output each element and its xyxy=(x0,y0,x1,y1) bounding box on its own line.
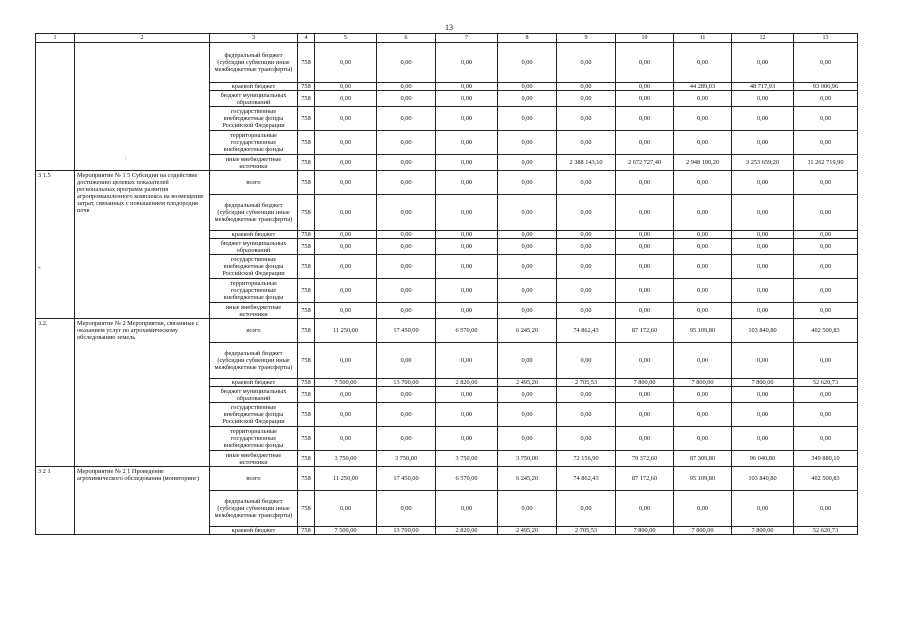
column-header-12: 12 xyxy=(732,34,794,43)
amount-cell: 0,00 xyxy=(436,255,498,279)
funding-source: федеральный бюджет (субсидии субвенции иные межбюджетные трансферты) xyxy=(210,343,298,379)
amount-cell: 0,00 xyxy=(732,91,794,107)
grbs-code-cell: 758 xyxy=(298,255,315,279)
amount-cell: 0,00 xyxy=(732,231,794,239)
amount-cell: 7 800,00 xyxy=(674,379,732,387)
amount-cell: 103 840,80 xyxy=(732,319,794,343)
amount-cell: 0,00 xyxy=(315,303,377,319)
amount-cell: 0,00 xyxy=(498,387,557,403)
column-header-2: 2 xyxy=(75,34,210,43)
amount-cell: 7 800,00 xyxy=(616,527,674,535)
amount-cell: 0,00 xyxy=(732,403,794,427)
amount-cell: 0,00 xyxy=(377,83,436,91)
section-code: 3.2. xyxy=(36,319,75,467)
grbs-code-cell: 758 xyxy=(298,491,315,527)
amount-cell: 0,00 xyxy=(315,131,377,155)
amount-cell: 0,00 xyxy=(377,239,436,255)
amount-cell: 0,00 xyxy=(315,387,377,403)
amount-cell: 3 750,00 xyxy=(498,451,557,467)
amount-cell: 0,00 xyxy=(616,83,674,91)
amount-cell: 0,00 xyxy=(498,155,557,171)
amount-cell: 0,00 xyxy=(794,279,858,303)
amount-cell: 0,00 xyxy=(498,403,557,427)
amount-cell: 2 705,53 xyxy=(557,527,616,535)
amount-cell: 103 840,80 xyxy=(732,467,794,491)
amount-cell: 79 372,60 xyxy=(616,451,674,467)
grbs-code-cell: 758 xyxy=(298,231,315,239)
amount-cell: 0,00 xyxy=(674,279,732,303)
amount-cell: 0,00 xyxy=(436,107,498,131)
amount-cell: 0,00 xyxy=(674,427,732,451)
amount-cell: 11 250,00 xyxy=(315,319,377,343)
amount-cell: 0,00 xyxy=(557,427,616,451)
grbs-code-cell: 758 xyxy=(298,387,315,403)
grbs-code-cell: 758 xyxy=(298,43,315,83)
amount-cell: 0,00 xyxy=(315,343,377,379)
amount-cell: 0,00 xyxy=(557,91,616,107)
amount-cell: 7 500,00 xyxy=(315,527,377,535)
amount-cell: 0,00 xyxy=(315,171,377,195)
funding-source: государственные внебюджетные фонды Российской Федерации xyxy=(210,403,298,427)
amount-cell: 0,00 xyxy=(377,131,436,155)
amount-cell: 0,00 xyxy=(674,403,732,427)
amount-cell: 0,00 xyxy=(557,403,616,427)
amount-cell: 0,00 xyxy=(436,343,498,379)
amount-cell: 2 388 143,10 xyxy=(557,155,616,171)
amount-cell: 0,00 xyxy=(315,91,377,107)
amount-cell: 0,00 xyxy=(732,343,794,379)
funding-source: бюджет муниципальных образований xyxy=(210,239,298,255)
amount-cell: 0,00 xyxy=(616,171,674,195)
amount-cell: 0,00 xyxy=(794,403,858,427)
grbs-code-cell: 758 xyxy=(298,403,315,427)
amount-cell: 0,00 xyxy=(616,403,674,427)
amount-cell: 3 750,00 xyxy=(436,451,498,467)
amount-cell: 0,00 xyxy=(377,255,436,279)
amount-cell: 0,00 xyxy=(315,107,377,131)
amount-cell: 0,00 xyxy=(616,131,674,155)
amount-cell: 0,00 xyxy=(315,491,377,527)
amount-cell: 0,00 xyxy=(436,427,498,451)
table-row xyxy=(36,319,858,343)
amount-cell: 48 717,93 xyxy=(732,83,794,91)
amount-cell: 0,00 xyxy=(616,239,674,255)
grbs-code-cell: 758 xyxy=(298,91,315,107)
funding-source: краевой бюджет xyxy=(210,379,298,387)
grbs-code-cell: 758 xyxy=(298,427,315,451)
amount-cell: 0,00 xyxy=(436,91,498,107)
funding-source: территориальные государственные внебюджетные фонды xyxy=(210,131,298,155)
amount-cell: 0,00 xyxy=(498,427,557,451)
amount-cell: 0,00 xyxy=(616,491,674,527)
amount-cell: 0,00 xyxy=(377,279,436,303)
amount-cell: 0,00 xyxy=(732,171,794,195)
amount-cell: 0,00 xyxy=(498,107,557,131)
amount-cell: 0,00 xyxy=(377,195,436,231)
amount-cell: 7 500,00 xyxy=(315,379,377,387)
stray-dot: . xyxy=(125,155,127,161)
amount-cell: 0,00 xyxy=(732,387,794,403)
funding-source: краевой бюджет xyxy=(210,83,298,91)
amount-cell: 0,00 xyxy=(498,255,557,279)
amount-cell: 0,00 xyxy=(794,343,858,379)
amount-cell: 0,00 xyxy=(315,403,377,427)
amount-cell: 0,00 xyxy=(794,239,858,255)
amount-cell: 0,00 xyxy=(377,155,436,171)
column-header-10: 10 xyxy=(616,34,674,43)
funding-source: территориальные государственные внебюджетные фонды xyxy=(210,279,298,303)
amount-cell: 0,00 xyxy=(315,43,377,83)
amount-cell: 13 700,00 xyxy=(377,527,436,535)
amount-cell: 72 156,90 xyxy=(557,451,616,467)
amount-cell: 0,00 xyxy=(616,107,674,131)
amount-cell: 0,00 xyxy=(498,43,557,83)
table-row xyxy=(36,467,858,491)
stray-mark: - xyxy=(38,263,41,272)
amount-cell: 93 006,96 xyxy=(794,83,858,91)
amount-cell: 0,00 xyxy=(732,131,794,155)
amount-cell: 0,00 xyxy=(498,195,557,231)
funding-source: краевой бюджет xyxy=(210,231,298,239)
grbs-code-cell: 758 xyxy=(298,343,315,379)
amount-cell: 2 820,00 xyxy=(436,379,498,387)
amount-cell: 6 245,20 xyxy=(498,319,557,343)
funding-source: территориальные государственные внебюджетные фонды xyxy=(210,427,298,451)
amount-cell: 0,00 xyxy=(436,43,498,83)
table-row xyxy=(36,171,858,195)
amount-cell: 0,00 xyxy=(315,255,377,279)
table-body xyxy=(36,34,858,535)
amount-cell: 0,00 xyxy=(436,171,498,195)
amount-cell: 0,00 xyxy=(794,195,858,231)
amount-cell: 0,00 xyxy=(732,255,794,279)
amount-cell: 44 289,03 xyxy=(674,83,732,91)
amount-cell: 0,00 xyxy=(498,231,557,239)
amount-cell: 0,00 xyxy=(674,195,732,231)
amount-cell: 0,00 xyxy=(436,83,498,91)
amount-cell: 0,00 xyxy=(315,279,377,303)
funding-source: федеральный бюджет (субсидии субвенции иные межбюджетные трансферты) xyxy=(210,43,298,83)
column-header-11: 11 xyxy=(674,34,732,43)
amount-cell: 3 253 659,20 xyxy=(732,155,794,171)
funding-source: иные внебюджетные источники xyxy=(210,451,298,467)
amount-cell: 0,00 xyxy=(557,239,616,255)
amount-cell: 11 262 719,90 xyxy=(794,155,858,171)
amount-cell: 7 800,00 xyxy=(616,379,674,387)
table-row xyxy=(36,43,858,83)
amount-cell: 349 880,10 xyxy=(794,451,858,467)
amount-cell: 0,00 xyxy=(794,231,858,239)
amount-cell: 0,00 xyxy=(674,231,732,239)
amount-cell: 0,00 xyxy=(616,427,674,451)
amount-cell: 0,00 xyxy=(377,231,436,239)
amount-cell: 0,00 xyxy=(557,171,616,195)
amount-cell: 0,00 xyxy=(377,91,436,107)
funding-source: государственные внебюджетные фонды Российской Федерации xyxy=(210,107,298,131)
column-number-row xyxy=(36,34,858,43)
page-number: 13 xyxy=(445,23,453,32)
section-name: Мероприятие № 1 5 Субсидии на содействие достижению целевых показателей региональных программ развития агропромышленного комплекса на возмещение затрат, связанных с повышением плодородия почв xyxy=(75,171,210,319)
amount-cell: 0,00 xyxy=(794,427,858,451)
amount-cell: 0,00 xyxy=(674,343,732,379)
funding-source: бюджет муниципальных образований xyxy=(210,91,298,107)
grbs-code-cell: 758 xyxy=(298,279,315,303)
amount-cell: 0,00 xyxy=(377,403,436,427)
grbs-code-cell: 758 xyxy=(298,467,315,491)
amount-cell: 0,00 xyxy=(794,491,858,527)
funding-source: государственные внебюджетные фонды Российской Федерации xyxy=(210,255,298,279)
amount-cell: 2 820,00 xyxy=(436,527,498,535)
amount-cell: 0,00 xyxy=(674,387,732,403)
amount-cell: 0,00 xyxy=(498,343,557,379)
column-header-6: 6 xyxy=(377,34,436,43)
section-code xyxy=(36,43,75,171)
amount-cell: 0,00 xyxy=(377,491,436,527)
amount-cell: 0,00 xyxy=(436,195,498,231)
grbs-code-cell: 758 xyxy=(298,195,315,231)
funding-source: федеральный бюджет (субсидии субвенции иные межбюджетные трансферты) xyxy=(210,491,298,527)
amount-cell: 95 109,80 xyxy=(674,319,732,343)
amount-cell: 11 250,00 xyxy=(315,467,377,491)
amount-cell: 6 570,00 xyxy=(436,319,498,343)
section-name xyxy=(75,43,210,171)
section-code: 3 1.5 xyxy=(36,171,75,319)
amount-cell: 0,00 xyxy=(557,131,616,155)
amount-cell: 0,00 xyxy=(315,83,377,91)
amount-cell: 87 172,60 xyxy=(616,467,674,491)
section-code: 3 2 1 xyxy=(36,467,75,535)
amount-cell: 0,00 xyxy=(498,83,557,91)
amount-cell: 0,00 xyxy=(557,279,616,303)
amount-cell: 0,00 xyxy=(315,427,377,451)
amount-cell: 0,00 xyxy=(498,303,557,319)
amount-cell: 0,00 xyxy=(732,427,794,451)
amount-cell: 0,00 xyxy=(794,91,858,107)
amount-cell: 0,00 xyxy=(498,279,557,303)
amount-cell: 6 570,00 xyxy=(436,467,498,491)
amount-cell: 74 862,43 xyxy=(557,467,616,491)
amount-cell: 3 750,00 xyxy=(315,451,377,467)
amount-cell: 17 450,00 xyxy=(377,467,436,491)
amount-cell: 0,00 xyxy=(436,387,498,403)
amount-cell: 0,00 xyxy=(674,255,732,279)
amount-cell: 0,00 xyxy=(732,195,794,231)
amount-cell: 0,00 xyxy=(794,43,858,83)
amount-cell: 0,00 xyxy=(436,303,498,319)
amount-cell: 0,00 xyxy=(616,91,674,107)
amount-cell: 402 500,83 xyxy=(794,467,858,491)
amount-cell: 0,00 xyxy=(732,303,794,319)
amount-cell: 0,00 xyxy=(377,43,436,83)
amount-cell: 0,00 xyxy=(557,107,616,131)
amount-cell: 0,00 xyxy=(557,303,616,319)
amount-cell: 0,00 xyxy=(436,239,498,255)
amount-cell: 0,00 xyxy=(794,387,858,403)
amount-cell: 0,00 xyxy=(315,231,377,239)
amount-cell: 0,00 xyxy=(557,195,616,231)
amount-cell: 2 495,20 xyxy=(498,379,557,387)
grbs-code-cell: 758 xyxy=(298,155,315,171)
amount-cell: 0,00 xyxy=(436,403,498,427)
amount-cell: 7 800,00 xyxy=(674,527,732,535)
amount-cell: 0,00 xyxy=(616,195,674,231)
funding-source: бюджет муниципальных образований xyxy=(210,387,298,403)
amount-cell: 0,00 xyxy=(436,231,498,239)
grbs-code-cell: 758 xyxy=(298,131,315,155)
column-header-4: 4 xyxy=(298,34,315,43)
amount-cell: 0,00 xyxy=(377,107,436,131)
amount-cell: 7 800,00 xyxy=(732,379,794,387)
amount-cell: 0,00 xyxy=(436,279,498,303)
budget-table xyxy=(35,33,858,535)
amount-cell: 0,00 xyxy=(436,491,498,527)
amount-cell: 0,00 xyxy=(794,303,858,319)
column-header-13: 13 xyxy=(794,34,858,43)
amount-cell: 0,00 xyxy=(377,387,436,403)
amount-cell: 0,00 xyxy=(557,387,616,403)
amount-cell: 13 700,00 xyxy=(377,379,436,387)
funding-source: федеральный бюджет (субсидии субвенции иные межбюджетные трансферты) xyxy=(210,195,298,231)
amount-cell: 0,00 xyxy=(674,491,732,527)
funding-source: всего xyxy=(210,319,298,343)
amount-cell: 0,00 xyxy=(616,343,674,379)
amount-cell: 0,00 xyxy=(498,91,557,107)
amount-cell: 0,00 xyxy=(498,239,557,255)
amount-cell: 0,00 xyxy=(732,279,794,303)
funding-source: всего xyxy=(210,467,298,491)
funding-source: краевой бюджет xyxy=(210,527,298,535)
amount-cell: 0,00 xyxy=(616,255,674,279)
amount-cell: 402 500,83 xyxy=(794,319,858,343)
amount-cell: 0,00 xyxy=(557,43,616,83)
amount-cell: 95 109,80 xyxy=(674,467,732,491)
amount-cell: 0,00 xyxy=(377,303,436,319)
amount-cell: 7 800,00 xyxy=(732,527,794,535)
amount-cell: 0,00 xyxy=(674,43,732,83)
column-header-9: 9 xyxy=(557,34,616,43)
grbs-code-cell: 758 xyxy=(298,303,315,319)
grbs-code-cell: 758 xyxy=(298,239,315,255)
amount-cell: 0,00 xyxy=(794,255,858,279)
amount-cell: 74 862,43 xyxy=(557,319,616,343)
grbs-code-cell: 758 xyxy=(298,83,315,91)
amount-cell: 0,00 xyxy=(732,239,794,255)
grbs-code-cell: 758 xyxy=(298,451,315,467)
grbs-code-cell: 758 xyxy=(298,379,315,387)
grbs-code-cell: 758 xyxy=(298,319,315,343)
amount-cell: 0,00 xyxy=(436,155,498,171)
amount-cell: 96 040,80 xyxy=(732,451,794,467)
column-header-5: 5 xyxy=(315,34,377,43)
amount-cell: 17 450,00 xyxy=(377,319,436,343)
amount-cell: 0,00 xyxy=(616,231,674,239)
grbs-code-cell: 758 xyxy=(298,171,315,195)
column-header-1: 1 xyxy=(36,34,75,43)
amount-cell: 0,00 xyxy=(674,239,732,255)
amount-cell: 0,00 xyxy=(557,491,616,527)
amount-cell: 0,00 xyxy=(498,131,557,155)
funding-source: иные внебюджетные источники xyxy=(210,155,298,171)
amount-cell: 0,00 xyxy=(557,83,616,91)
amount-cell: 52 620,73 xyxy=(794,379,858,387)
amount-cell: 0,00 xyxy=(674,131,732,155)
section-name: Мероприятие № 2 Мероприятия, связанные с оказанием услуг по агрохимическому обследованию земель xyxy=(75,319,210,467)
amount-cell: 0,00 xyxy=(794,171,858,195)
amount-cell: 2 495,20 xyxy=(498,527,557,535)
amount-cell: 52 620,73 xyxy=(794,527,858,535)
amount-cell: 0,00 xyxy=(794,107,858,131)
amount-cell: 6 245,20 xyxy=(498,467,557,491)
amount-cell: 3 750,00 xyxy=(377,451,436,467)
amount-cell: 0,00 xyxy=(377,427,436,451)
amount-cell: 0,00 xyxy=(377,343,436,379)
amount-cell: 0,00 xyxy=(674,171,732,195)
amount-cell: 0,00 xyxy=(732,107,794,131)
amount-cell: 0,00 xyxy=(557,343,616,379)
section-name: Мероприятие № 2 1 Проведение агрохимического обследования (мониторинг) xyxy=(75,467,210,535)
amount-cell: 0,00 xyxy=(616,43,674,83)
funding-source: всего xyxy=(210,171,298,195)
amount-cell: 0,00 xyxy=(377,171,436,195)
funding-source: иные внебюджетные источники xyxy=(210,303,298,319)
amount-cell: 0,00 xyxy=(616,279,674,303)
amount-cell: 87 309,80 xyxy=(674,451,732,467)
amount-cell: 0,00 xyxy=(674,91,732,107)
amount-cell: 0,00 xyxy=(732,491,794,527)
amount-cell: 0,00 xyxy=(498,171,557,195)
column-header-7: 7 xyxy=(436,34,498,43)
amount-cell: 0,00 xyxy=(794,131,858,155)
amount-cell: 0,00 xyxy=(732,43,794,83)
amount-cell: 2 948 190,20 xyxy=(674,155,732,171)
amount-cell: 0,00 xyxy=(674,303,732,319)
grbs-code-cell: 758 xyxy=(298,527,315,535)
amount-cell: 87 172,60 xyxy=(616,319,674,343)
column-header-3: 3 xyxy=(210,34,298,43)
amount-cell: 2 672 727,40 xyxy=(616,155,674,171)
grbs-code-cell: 758 xyxy=(298,107,315,131)
amount-cell: 0,00 xyxy=(616,387,674,403)
amount-cell: 0,00 xyxy=(315,195,377,231)
column-header-8: 8 xyxy=(498,34,557,43)
amount-cell: 0,00 xyxy=(315,239,377,255)
amount-cell: 0,00 xyxy=(616,303,674,319)
amount-cell: 2 705,53 xyxy=(557,379,616,387)
amount-cell: 0,00 xyxy=(557,255,616,279)
amount-cell: 0,00 xyxy=(674,107,732,131)
amount-cell: 0,00 xyxy=(498,491,557,527)
amount-cell: 0,00 xyxy=(315,155,377,171)
amount-cell: 0,00 xyxy=(436,131,498,155)
amount-cell: 0,00 xyxy=(557,231,616,239)
